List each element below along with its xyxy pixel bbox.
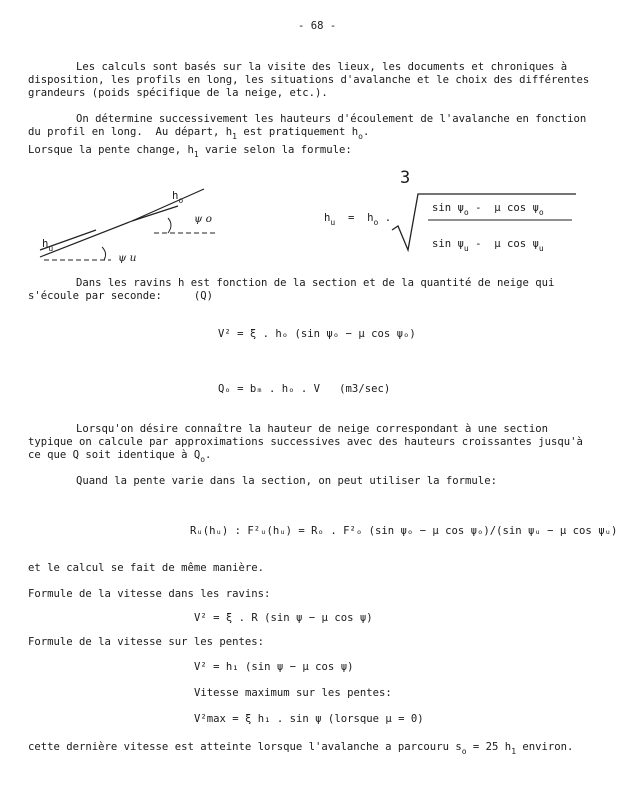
para5: Quand la pente varie dans la section, on peut utiliser la formule: [76,475,497,487]
label-max: Vitesse maximum sur les pentes: [194,687,392,699]
formula1-numerator: $\sin \psi_o$ - μ $\cos \psi_o$ [432,202,544,217]
formula7: V²max = ξ h₁ . sin ψ (lorsque μ = 0) [194,713,424,725]
formula4: Rᵤ(hᵤ) : F²ᵤ(hᵤ) = Rₒ . F²ₒ (sin ψₒ − μ cos ψₒ)/(sin ψᵤ − μ cos ψᵤ) [190,525,618,537]
para1-line1: Les calculs sont basés sur la visite des lieux, les documents et chroniques à [76,61,568,73]
last-line: cette dernière vitesse est atteinte lorsque l'avalanche a parcouru $s_o = 25$ $h_1$ environ. [28,741,574,756]
para2-line1: On détermine successivement les hauteurs d'écoulement de l'avalanche en fonction [76,113,587,125]
diagram-ho-label: $h_o$ [172,190,184,205]
label-pentes: Formule de la vitesse sur les pentes: [28,636,264,648]
para3-line2: s'écoule par seconde: (Q) [28,290,213,302]
diagram-psi-u-label: ψ u [118,252,137,264]
formula3: Qₒ = bₘ . hₒ . V (m3/sec) [218,383,391,395]
para4-line1: Lorsqu'on désire connaître la hauteur de neige correspondant à une section [76,423,548,435]
label-ravins: Formule de la vitesse dans les ravins: [28,588,271,600]
formula1-root-index: 3 [400,168,411,188]
para3-line1: Dans les ravins h est fonction de la section et de la quantité de neige qui [76,277,555,289]
diagram-psi-o-label: ψ o [194,213,213,225]
formula6: V² = h₁ (sin ψ − μ cos ψ) [194,661,354,673]
formula5: V² = ξ . R (sin ψ − μ cos ψ) [194,612,373,624]
angle-arc-lower [102,247,106,260]
para4-line2: typique on calcule par approximations successives avec des hauteurs croissantes jusqu'à [28,436,583,448]
page-number: - 68 - [298,20,337,32]
slope-lower-line-2 [132,206,178,221]
formula1-lhs: $h_u = h_o$ . [324,212,392,227]
para2-line3: Lorsque la pente change, $h_1$ varie selon la formule: [28,144,352,159]
para1-line3: grandeurs (poids spécifique de la neige, etc.). [28,87,328,99]
para2-line2: du profil en long. Au départ, $h_1$ est pratiquement $h_o$. [28,126,370,141]
para1-line2: disposition, les profils en long, les situations d'avalanche et le choix des différentes [28,74,590,86]
calc-line: et le calcul se fait de même manière. [28,562,264,574]
formula1-denominator: $\sin \psi_u$ - μ $\cos \psi_u$ [432,238,544,253]
diagram-hu-label: $h_u$ [42,238,54,253]
angle-arc-upper [168,218,171,233]
para4-line3: ce que Q soit identique à $Q_o$. [28,449,212,464]
formula2: V² = ξ . hₒ (sin ψₒ − μ cos ψₒ) [218,328,416,340]
